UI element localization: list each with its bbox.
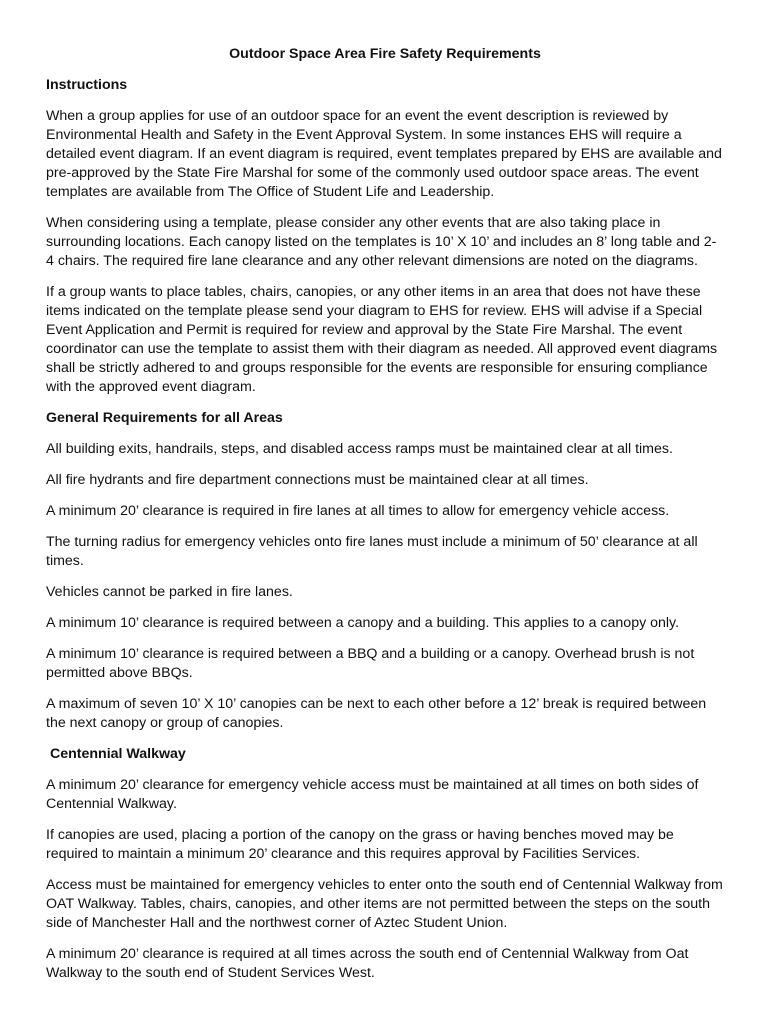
document-title: Outdoor Space Area Fire Safety Requirements bbox=[229, 46, 541, 62]
paragraph: A minimum 20’ clearance is required at all times across the south end of Centennial Walkway from Oat Walkway to the south end of Student Services West. bbox=[46, 946, 689, 981]
paragraph: A minimum 20’ clearance for emergency vehicle access must be maintained at all times on both sides of Centennial Walkway. bbox=[46, 777, 699, 812]
paragraph: A maximum of seven 10’ X 10’ canopies can be next to each other before a 12’ break is required between the next canopy or group of canopies. bbox=[46, 696, 707, 731]
paragraph: When considering using a template, please consider any other events that are also taking place in surrounding locations. Each canopy listed on the templates is 10’ X 10’ and includes an 8’ long table and 2-4 chairs. The required fire lane clearance and any other relevant dimensions are noted on the diagrams. bbox=[46, 215, 717, 269]
paragraph: Access must be maintained for emergency vehicles to enter onto the south end of Centennial Walkway from OAT Walkway. Tables, chairs, canopies, and other items are not permitted between the steps on the south side of Manchester Hall and the northwest corner of Aztec Student Union. bbox=[46, 877, 723, 931]
paragraph: Vehicles cannot be parked in fire lanes. bbox=[46, 584, 293, 600]
section-heading-centennial-walkway: Centennial Walkway bbox=[46, 746, 186, 762]
paragraph: The turning radius for emergency vehicles onto fire lanes must include a minimum of 50’ clearance at all times. bbox=[46, 534, 698, 569]
paragraph: If canopies are used, placing a portion of the canopy on the grass or having benches moved may be required to maintain a minimum 20’ clearance and this requires approval by Facilities Services. bbox=[46, 827, 674, 862]
section-heading-general-requirements: General Requirements for all Areas bbox=[46, 410, 283, 426]
paragraph: A minimum 10’ clearance is required between a canopy and a building. This applies to a canopy only. bbox=[46, 615, 680, 631]
paragraph: All fire hydrants and fire department connections must be maintained clear at all times. bbox=[46, 472, 589, 488]
paragraph: All building exits, handrails, steps, and disabled access ramps must be maintained clear at all times. bbox=[46, 441, 673, 457]
paragraph: When a group applies for use of an outdoor space for an event the event description is reviewed by Environmental Health and Safety in the Event Approval System. In some instances EHS will require a detailed event diagram. If an event diagram is required, event templates prepared by EHS are available and pre-approved by the State Fire Marshal for some of the commonly used outdoor space areas. The event templates are available from The Office of Student Life and Leadership. bbox=[46, 108, 722, 200]
section-heading-instructions: Instructions bbox=[46, 77, 128, 93]
paragraph: A minimum 20’ clearance is required in fire lanes at all times to allow for emergency vehicle access. bbox=[46, 503, 670, 519]
paragraph: A minimum 10’ clearance is required between a BBQ and a building or a canopy. Overhead brush is not permitted above BBQs. bbox=[46, 646, 695, 681]
paragraph: If a group wants to place tables, chairs, canopies, or any other items in an area that does not have these items indicated on the template please send your diagram to EHS for review. EHS will advise if a Special Event Application and Permit is required for review and approval by the State Fire Marshal. The event coordinator can use the template to assist them with their diagram as needed. All approved event diagrams shall be strictly adhered to and groups responsible for the events are responsible for ensuring compliance with the approved event diagram. bbox=[46, 284, 718, 395]
